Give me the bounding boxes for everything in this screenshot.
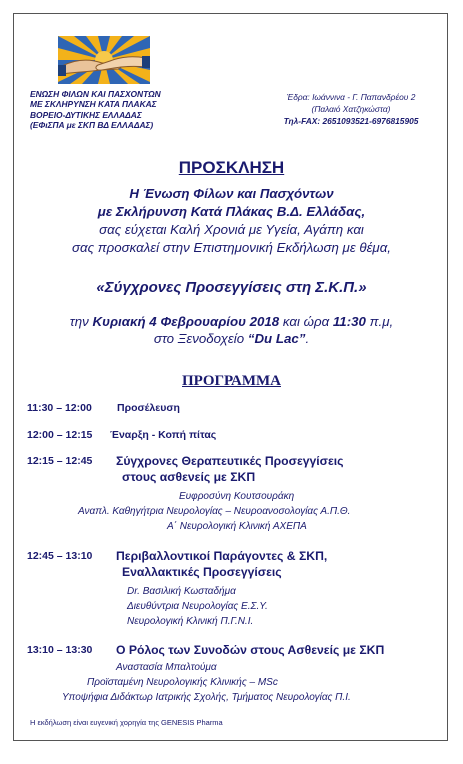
venue-name: “Du Lac” (247, 331, 306, 346)
program-topic: Σύγχρονες Θεραπευτικές Προσεγγίσεις (116, 454, 344, 468)
intro-line: Η Ένωση Φίλων και Πασχόντων (129, 186, 334, 201)
program-title: ΠΡΟΓΡΑΜΜΑ (182, 373, 281, 389)
address: Έδρα: Ιωάννινα - Γ. Παπανδρέου 2 (286, 92, 416, 102)
event-date-line (20, 313, 443, 330)
time-suffix: π.μ, (365, 314, 394, 329)
speaker-title: Προϊσταμένη Νευρολογικής Κλινικής – MSc (87, 677, 278, 688)
program-time: 12:00 – 12:15 (27, 429, 93, 441)
invitation-intro (20, 185, 443, 257)
speaker-name: Αναστασία Μπαλτούμα (116, 662, 217, 673)
speaker-affiliation: Νευρολογική Κλινική Π.Γ.Ν.Ι. (127, 616, 254, 627)
event-date-venue (20, 313, 443, 347)
speaker-title: Αναπλ. Καθηγήτρια Νευρολογίας – Νευροανοσολογίας Α.Π.Θ. (78, 506, 351, 517)
speaker-title: Διευθύντρια Νευρολογίας Ε.Σ.Υ. (127, 601, 268, 612)
address-note: (Παλαιό Χατζηκώστα) (311, 104, 391, 114)
speaker-affiliation: Α΄ Νευρολογική Κλινική ΑΧΕΠΑ (167, 521, 307, 532)
program-topic: Ο Ρόλος των Συνοδών στους Ασθενείς με ΣΚΠ (116, 643, 385, 657)
program-time: 12:45 – 13:10 (27, 550, 93, 562)
speaker-name: Dr. Βασιλική Κωσταδήμα (127, 586, 236, 597)
program-topic: Εναλλακτικές Προσεγγίσεις (122, 565, 282, 579)
handshake-sun-logo (58, 36, 150, 84)
program-topic: Έναρξη - Κοπή πίτας (110, 429, 217, 441)
sponsor-note: Η εκδήλωση είναι ευγενική χορηγία της GENESIS Pharma (30, 718, 223, 727)
program-time: 11:30 – 12:00 (27, 402, 92, 414)
speaker-name: Ευφροσύνη Κουτσουράκη (179, 491, 295, 502)
venue-suffix: . (305, 331, 310, 346)
organization-name (30, 89, 230, 131)
org-line: ΜΕ ΣΚΛΗΡΥΝΣΗ ΚΑΤΑ ΠΛΑΚΑΣ (30, 99, 157, 110)
event-time: 11:30 (332, 314, 366, 329)
program-topic: στους ασθενείς με ΣΚΠ (122, 470, 256, 484)
intro-line: σας εύχεται Καλή Χρονιά με Υγεία, Αγάπη και (99, 222, 364, 237)
speaker-affiliation: Υποψήφια Διδάκτωρ Ιατρικής Σχολής, Τμήματος Νευρολογίας Π.Ι. (62, 692, 351, 703)
contact-info (263, 91, 439, 127)
event-date: Κυριακή 4 Φεβρουαρίου 2018 (92, 314, 280, 329)
event-theme: «Σύγχρονες Προσεγγίσεις στη Σ.Κ.Π.» (96, 279, 367, 296)
org-line: ΒΟΡΕΙΟ-ΔΥΤΙΚΗΣ ΕΛΛΑΔΑΣ (30, 109, 142, 120)
program-topic: Περιβαλλοντικοί Παράγοντες & ΣΚΠ, (116, 549, 328, 563)
venue-prefix: στο Ξενοδοχείο (153, 331, 248, 346)
program-time: 12:15 – 12:45 (27, 455, 93, 467)
invitation-title: ΠΡΟΣΚΛΗΣΗ (178, 158, 285, 177)
intro-line: με Σκλήρυνση Κατά Πλάκας Β.Δ. Ελλάδας, (97, 204, 366, 219)
date-prefix: την (69, 314, 93, 329)
org-line: ΕΝΩΣΗ ΦΙΛΩΝ ΚΑΙ ΠΑΣΧΟΝΤΩΝ (30, 89, 161, 99)
time-prefix: και ώρα (279, 314, 333, 329)
intro-line: σας προσκαλεί στην Επιστημονική Εκδήλωση με θέμα, (71, 240, 391, 255)
venue-line (20, 330, 443, 347)
phone-fax: Τηλ-FAX: 2651093521-6976815905 (283, 116, 419, 126)
program-time: 13:10 – 13:30 (27, 644, 93, 656)
org-line: (ΕΦιΣΠΑ με ΣΚΠ ΒΔ ΕΛΛΑΔΑΣ) (30, 120, 154, 131)
program-topic: Προσέλευση (117, 402, 180, 414)
